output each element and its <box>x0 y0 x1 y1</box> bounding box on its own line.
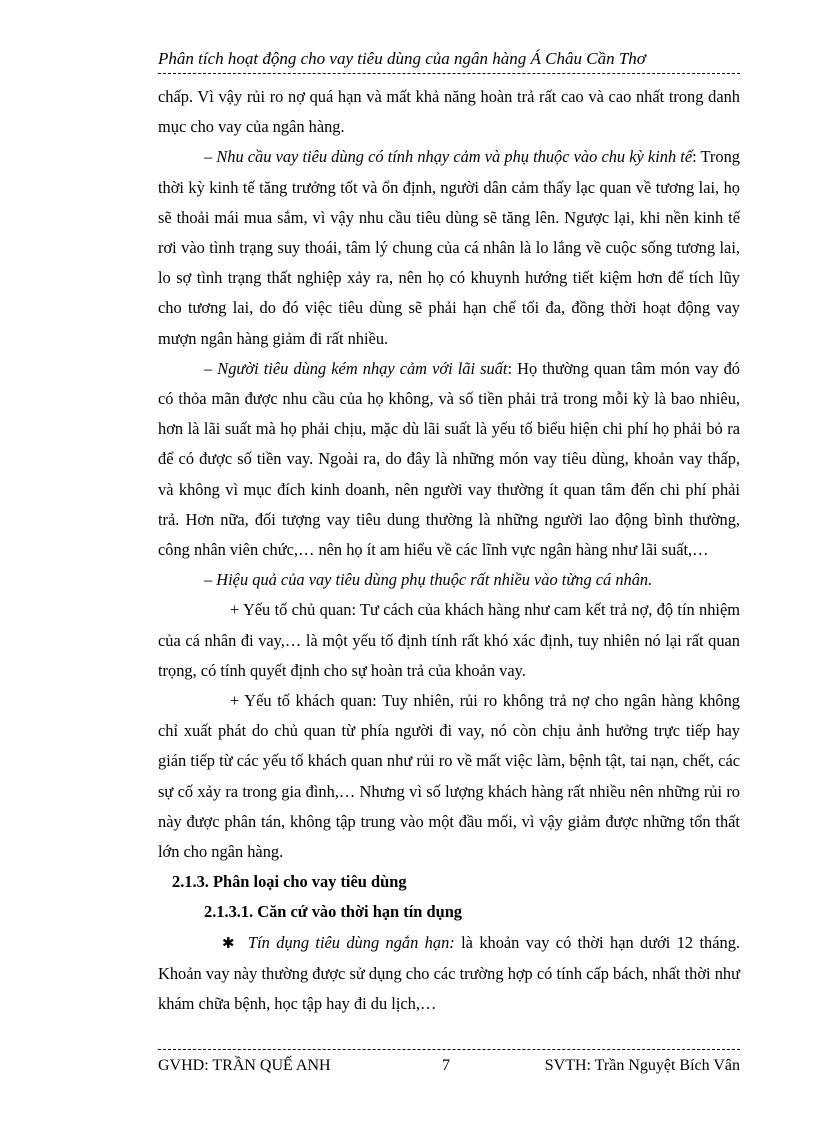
subsection-heading: 2.1.3.1. Căn cứ vào thời hạn tín dụng <box>204 902 463 922</box>
footer-divider <box>158 1049 740 1050</box>
paragraph-lead-italic: – Người tiêu dùng kém nhạy cảm với lãi suất <box>204 358 508 378</box>
footer-page-number: 7 <box>442 1057 450 1074</box>
paragraph-text: : Họ thường quan tâm món vay đó có thỏa mãn được nhu cầu của họ không, và số tiền phải trả trong mỗi kỳ là bao nhiêu, hơn là lãi suất mà họ phải chịu, mặc dù lãi suất là yếu tố biểu hiện chi phí họ phải bỏ ra để có được số tiền vay. Ngoài ra, do đây là những món vay tiêu dùng, khoản vay thấp, và không vì mục đích kinh doanh, nên người vay thường ít quan tâm đến chi phí phải trả. Hơn nữa, đối tượng vay tiêu dung thường là những người lao động bình thường, công nhân viên chức,… nên họ ít am hiểu về các lĩnh vực ngân hàng như lãi suất,… <box>158 358 740 560</box>
paragraph-continuation: chấp. Vì vậy rủi ro nợ quá hạn và mất khả năng hoàn trả rất cao và cao nhất trong danh mục cho vay của ngân hàng. <box>158 87 740 137</box>
page-header-title: Phân tích hoạt động cho vay tiêu dùng của ngân hàng Á Châu Cần Thơ <box>158 49 646 68</box>
paragraph-interest-insensitive <box>158 354 740 565</box>
section-heading: 2.1.3. Phân loại cho vay tiêu dùng <box>172 872 407 892</box>
page-body <box>158 82 740 1019</box>
paragraph-objective-factor: + Yếu tố khách quan: Tuy nhiên, rủi ro không trả nợ cho ngân hàng không chỉ xuất phát do chủ quan từ phía người đi vay, nó còn chịu ảnh hưởng trực tiếp hay gián tiếp từ các yếu tố khách quan như rủi ro về mất việc làm, bệnh tật, tai nạn, chết, các sự cố xảy ra trong gia đình,… Nhưng vì số lượng khách hàng rất nhiều nên những rủi ro này được phân tán, không tập trung vào một đầu mối, vì vậy giảm được những tổn thất lớn cho ngân hàng. <box>158 691 740 862</box>
bullet-lead-italic: Tín dụng tiêu dùng ngắn hạn: <box>248 932 455 952</box>
paragraph-lead-italic: – Nhu cầu vay tiêu dùng có tính nhạy cảm và phụ thuộc vào chu kỳ kinh tế <box>204 147 693 167</box>
footer-student: SVTH: Trần Nguyệt Bích Vân <box>544 1057 740 1074</box>
asterisk-bullet-icon: ✱ <box>222 935 235 952</box>
footer-supervisor: GVHD: TRẦN QUẾ ANH <box>158 1057 331 1074</box>
header-divider <box>158 73 740 74</box>
bullet-short-term-credit <box>158 928 740 1020</box>
bullet-text: là khoản vay có thời hạn dưới 12 tháng. Khoản vay này thường được sử dụng cho các trường hợp có tính cấp bách, nhất thời như khám chữa bệnh, học tập hay đi du lịch,… <box>158 932 740 1014</box>
paragraph-text: : Trong thời kỳ kinh tế tăng trưởng tốt và ổn định, người dân cảm thấy lạc quan về tương lai, họ sẽ thoải mái mua sắm, vì vậy nhu cầu tiêu dùng sẽ tăng lên. Ngược lại, khi nền kinh tế rơi vào tình trạng suy thoái, tâm lý chung của cá nhân là lo lắng về cuộc sống tương lai, lo sợ tình trạng thất nghiệp xảy ra, nên họ có khuynh hướng tiết kiệm hơn để tích lũy cho tương lai, do đó việc tiêu dùng sẽ phải hạn chế tối đa, đồng thời hoạt động vay mượn ngân hàng giảm đi rất nhiều. <box>158 147 740 348</box>
paragraph-demand-cyclical <box>158 142 740 353</box>
paragraph-subjective-factor: + Yếu tố chủ quan: Tư cách của khách hàng như cam kết trả nợ, độ tín nhiệm của cá nhân đi vay,… là một yếu tố định tính rất khó xác định, tuy nhiên nó lại rất quan trọng, có tính quyết định cho sự hoàn trả của khoản vay. <box>158 600 740 680</box>
paragraph-efficiency-individual: – Hiệu quả của vay tiêu dùng phụ thuộc rất nhiều vào từng cá nhân. <box>204 570 653 590</box>
